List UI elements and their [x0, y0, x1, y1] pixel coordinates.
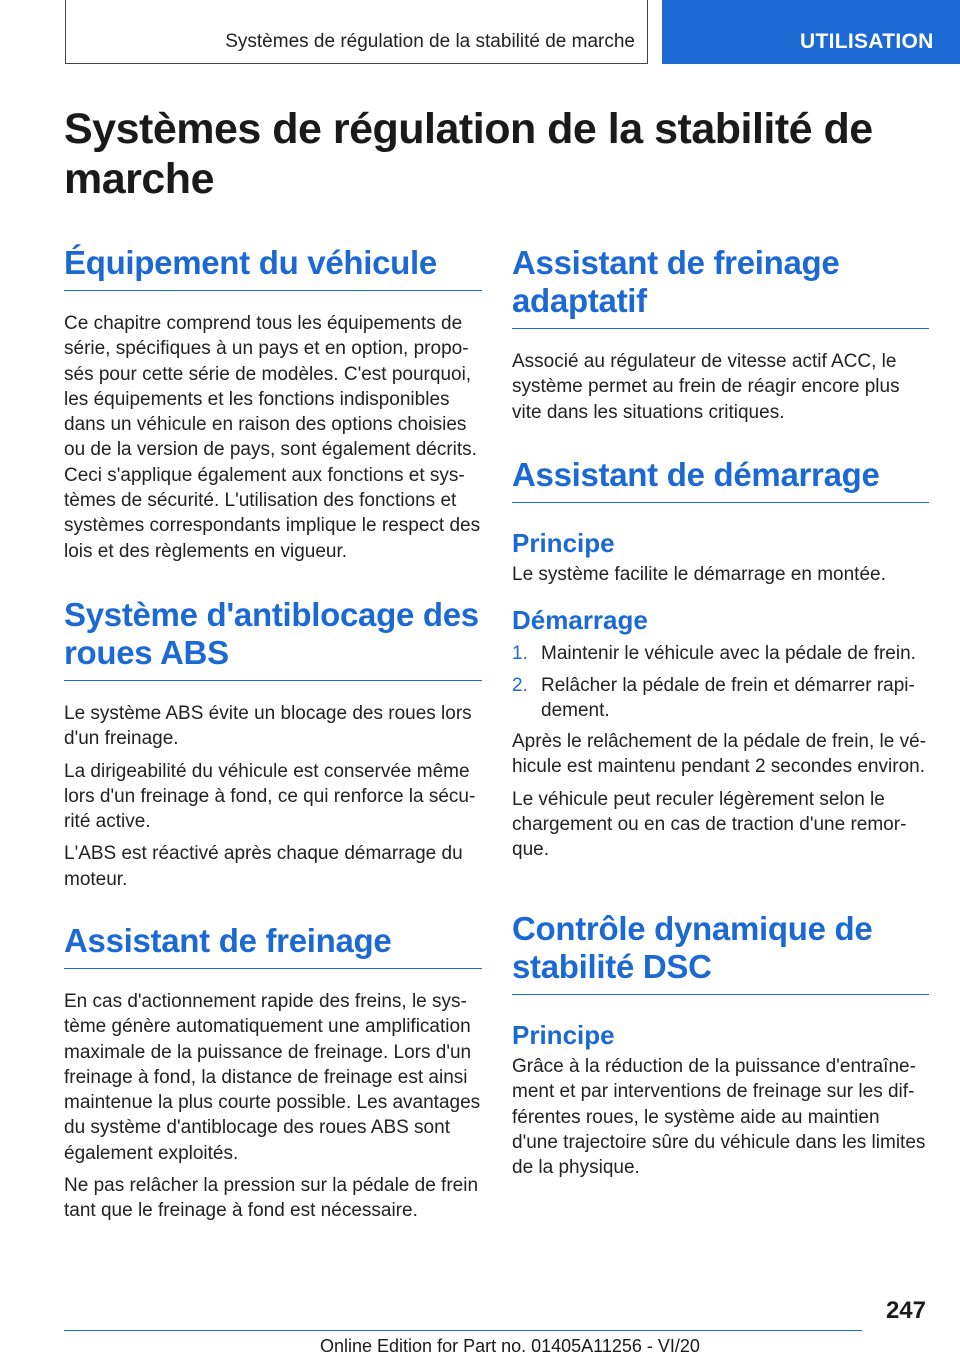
header-section-box	[65, 0, 648, 64]
footer-edition: Online Edition for Part no. 01405A11256 - VI/20	[320, 1336, 700, 1356]
step-text: Maintenir le véhicule avec la pédale de frein.	[541, 643, 916, 665]
section-heading-dsc: Contrôle dynamique de stabilité DSC	[512, 910, 929, 995]
step-number: 2.	[512, 674, 528, 696]
section-heading-brake-assist: Assistant de freinage	[64, 922, 482, 969]
chapter-tab[interactable]	[662, 0, 960, 64]
paragraph-hill-start-after-1: Après le relâchement de la pédale de frein, le véhicule est maintenu pendant 2 secondes environ.	[512, 731, 927, 778]
subheading-hill-start-start: Démarrage	[512, 605, 648, 636]
paragraph-equipment: Ce chapitre comprend tous les équipements de série, spécifiques à un pays et en option, proposés pour cette série de modèles. C'est pourquoi, les équipements et les fonctions indisponibles dans un véhicule en raison des options choisies ou de la version de pays, sont également décrits. Ceci s'applique également aux fonctions et systèmes de sécurité. L'utilisation des fonctions et systèmes correspondants implique le respect des lois et des règlements en vigueur.	[64, 313, 481, 562]
paragraph-adaptive-brake: Associé au régulateur de vitesse actif ACC, le système permet au frein de réagir encore plus vite dans les situations critiques.	[512, 351, 900, 423]
section-abs	[64, 596, 482, 899]
subheading-dsc-principle: Principe	[512, 1020, 615, 1050]
paragraph-abs-3: L'ABS est réactivé après chaque démarrage du moteur.	[64, 843, 463, 890]
section-heading-equipment: Équipement du véhicule	[64, 244, 482, 291]
paragraph-brake-assist-2: Ne pas relâcher la pression sur la pédale de frein tant que le freinage à fond est nécessaire.	[64, 1175, 479, 1222]
paragraph-hill-start-principle: Le système facilite le démarrage en montée.	[512, 564, 886, 585]
section-hill-start	[512, 456, 929, 870]
page-title: Systèmes de régulation de la stabilité de marche	[64, 105, 873, 203]
section-heading-abs: Système d'antiblocage des roues ABS	[64, 596, 482, 681]
header-section-title: Systèmes de régulation de la stabilité de marche	[225, 31, 635, 52]
step-number: 1.	[512, 643, 528, 665]
step-text: Relâcher la pédale de frein et démarrer rapidement.	[541, 674, 915, 721]
paragraph-brake-assist-1: En cas d'actionnement rapide des freins, le système génère automatiquement une amplification maximale de la puissance de freinage. Lors d'un freinage à fond, la distance de freinage est ainsi maintenue la plus courte possible. Les avantages du système d'antiblocage des roues ABS sont également exploités.	[64, 991, 481, 1164]
section-brake-assist	[64, 922, 482, 1231]
paragraph-dsc-principle: Grâce à la réduction de la puissance d'entraînement et par interventions de freinage sur les différentes roues, le système aide au maintien d'une trajectoire sûre du véhicule dans les limites de la physique.	[512, 1056, 926, 1179]
paragraph-hill-start-after-2: Le véhicule peut reculer légèrement selon le chargement ou en cas de traction d'une remorque.	[512, 788, 907, 861]
section-heading-adaptive-brake: Assistant de freinage adaptatif	[512, 244, 929, 329]
subheading-hill-start-principle: Principe	[512, 528, 615, 558]
list-item	[512, 673, 929, 724]
section-adaptive-brake	[512, 244, 929, 432]
section-dsc	[512, 910, 929, 1187]
section-heading-hill-start: Assistant de démarrage	[512, 456, 929, 503]
section-equipment	[64, 244, 482, 571]
paragraph-abs-1: Le système ABS évite un blocage des roues lors d'un freinage.	[64, 703, 472, 750]
paragraph-abs-2: La dirigeabilité du véhicule est conservée même lors d'un freinage à fond, ce qui renforce la sécurité active.	[64, 760, 476, 833]
footer-divider	[64, 1330, 862, 1331]
steps-list	[512, 641, 929, 723]
chapter-tab-label: UTILISATION	[800, 30, 934, 53]
page-number: 247	[885, 1297, 926, 1324]
list-item	[512, 641, 929, 666]
